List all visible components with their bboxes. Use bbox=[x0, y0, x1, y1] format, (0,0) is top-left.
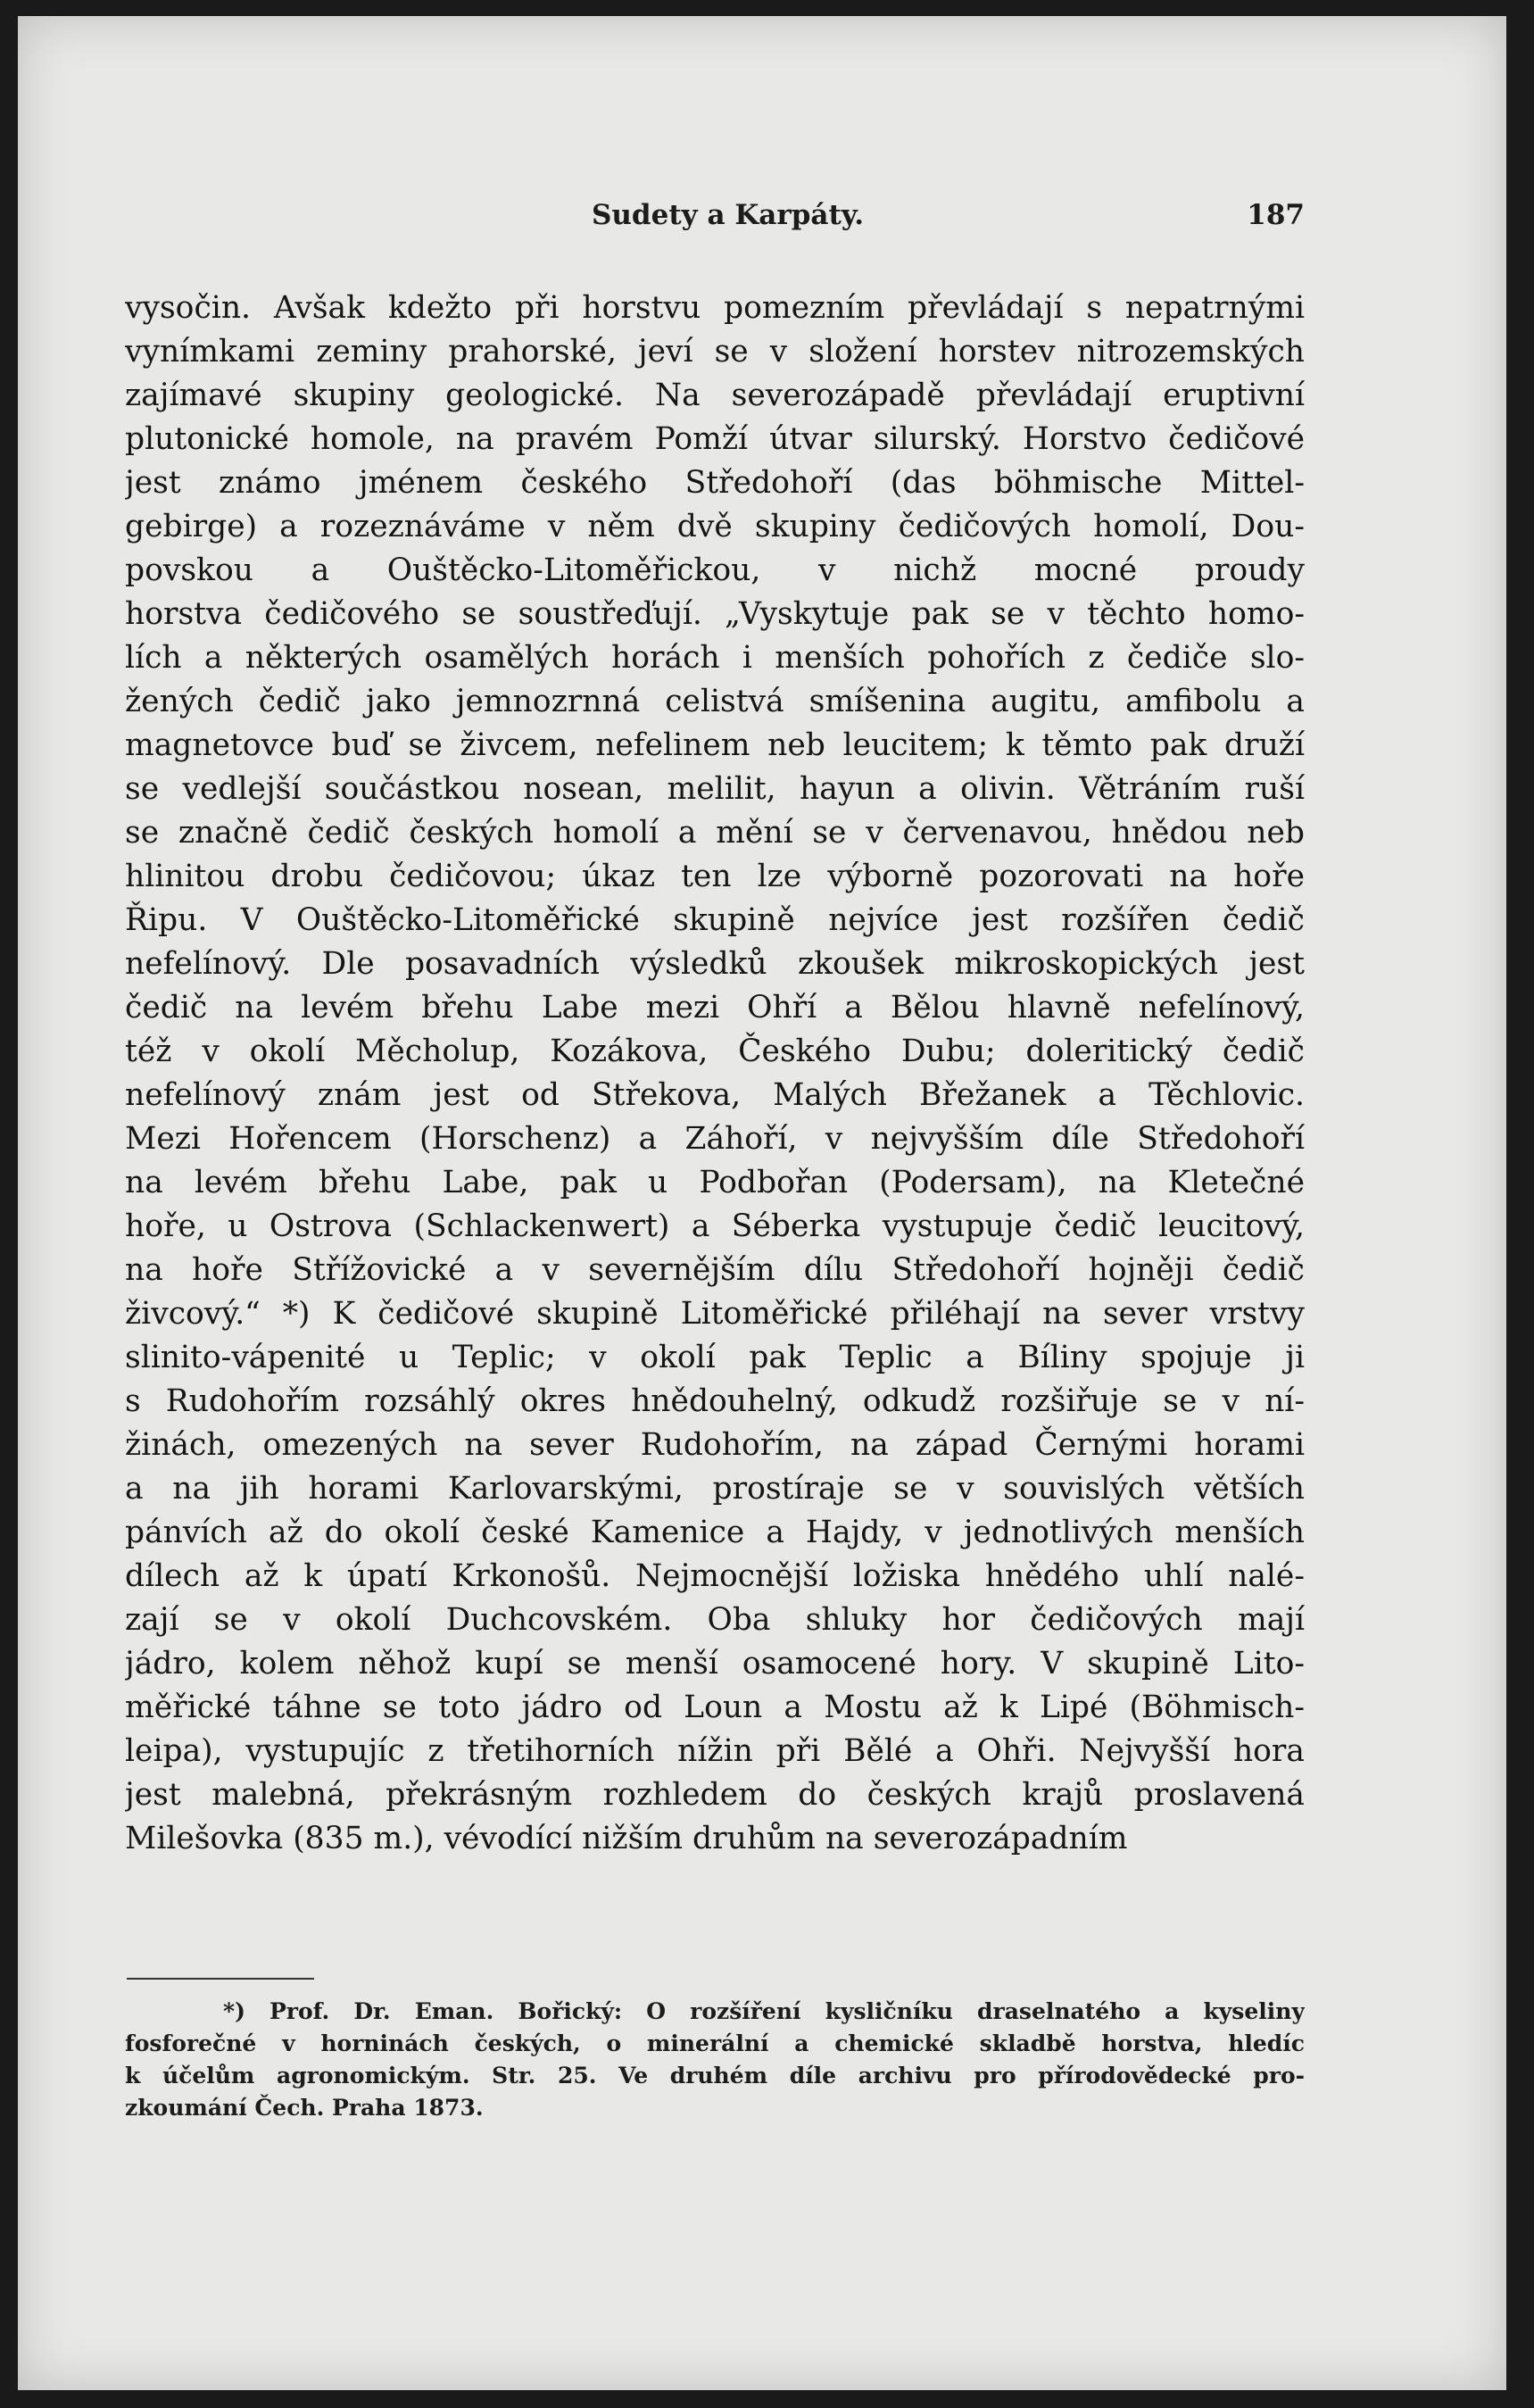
body-line: žených čedič jako jemnozrnná celistvá smíšenina augitu, amfibolu a bbox=[125, 684, 1305, 719]
body-line: Mezi Hořencem (Horschenz) a Záhoří, v nejvyšším díle Středohoří bbox=[125, 1121, 1305, 1157]
page-number: 187 bbox=[1247, 199, 1305, 231]
footnote-line: *) Prof. Dr. Eman. Bořický: O rozšíření kysličníku draselnatého a kyseliny bbox=[223, 1998, 1305, 2024]
body-line: jádro, kolem něhož kupí se menší osamocené hory. V skupině Lito- bbox=[125, 1646, 1305, 1681]
body-line: slinito-vápenité u Teplic; v okolí pak Teplic a Bíliny spojuje ji bbox=[125, 1340, 1305, 1375]
footnote bbox=[125, 1996, 1305, 2124]
body-line: zajímavé skupiny geologické. Na severozápadě převládají eruptivní bbox=[125, 378, 1305, 413]
footnote-line: k účelům agronomickým. Str. 25. Ve druhém díle archivu pro přírodovědecké pro- bbox=[125, 2063, 1305, 2088]
body-line: se značně čedič českých homolí a mění se v červenavou, hnědou neb bbox=[125, 815, 1305, 851]
running-title: Sudety a Karpáty. bbox=[592, 199, 865, 231]
body-line: pánvích až do okolí české Kamenice a Hajdy, v jednotlivých menších bbox=[125, 1515, 1305, 1550]
body-line: plutonické homole, na pravém Pomží útvar silurský. Horstvo čedičové bbox=[125, 421, 1305, 457]
body-line: živcový.“ *) K čedičové skupině Litoměřické přiléhají na sever vrstvy bbox=[125, 1296, 1305, 1332]
book-page bbox=[18, 16, 1506, 2390]
body-line: zají se v okolí Duchcovském. Oba shluky hor čedičových mají bbox=[125, 1602, 1305, 1638]
body-line: žinách, omezených na sever Rudohořím, na západ Černými horami bbox=[125, 1427, 1305, 1463]
body-line: vynímkami zeminy prahorské, jeví se v složení horstev nitrozemských bbox=[125, 334, 1305, 370]
body-line: na hoře Střížovické a v severnějším dílu Středohoří hojněji čedič bbox=[125, 1252, 1305, 1288]
body-line: s Rudohořím rozsáhlý okres hnědouhelný, odkudž rozšiřuje se v ní- bbox=[125, 1383, 1305, 1419]
body-line: na levém břehu Labe, pak u Podbořan (Podersam), na Kletečné bbox=[125, 1165, 1305, 1200]
body-line: a na jih horami Karlovarskými, prostíraje se v souvislých větších bbox=[125, 1471, 1305, 1507]
footnote-divider bbox=[127, 1978, 314, 1980]
body-line: horstva čedičového se soustřeďují. „Vyskytuje pak se v těchto homo- bbox=[125, 596, 1305, 632]
footnote-line: zkoumání Čech. Praha 1873. bbox=[125, 2095, 484, 2121]
body-line: Milešovka (835 m.), vévodící nižším druhům na severozápadním bbox=[125, 1821, 1128, 1856]
body-line: dílech až k úpatí Krkonošů. Nejmocnější ložiska hnědého uhlí nalé- bbox=[125, 1558, 1305, 1594]
body-line: se vedlejší součástkou nosean, melilit, hayun a olivin. Větráním ruší bbox=[125, 771, 1305, 807]
body-line: magnetovce buď se živcem, nefelinem neb leucitem; k těmto pak druží bbox=[125, 727, 1305, 763]
body-line: čedič na levém břehu Labe mezi Ohří a Bělou hlavně nefelínový, bbox=[125, 990, 1305, 1025]
footnote-line: fosforečné v horninách českých, o minerální a chemické skladbě horstva, hledíc bbox=[125, 2030, 1305, 2056]
body-line: povskou a Ouštěcko-Litoměřickou, v nichž mocné proudy bbox=[125, 552, 1305, 588]
body-line: hlinitou drobu čedičovou; úkaz ten lze výborně pozorovati na hoře bbox=[125, 859, 1305, 894]
body-line: jest známo jménem českého Středohoří (das böhmische Mittel- bbox=[125, 465, 1305, 501]
body-line: nefelínový. Dle posavadních výsledků zkoušek mikroskopických jest bbox=[125, 946, 1305, 982]
page-header bbox=[125, 199, 1305, 235]
body-text bbox=[125, 286, 1305, 1861]
body-line: též v okolí Měcholup, Kozákova, Českého Dubu; doleritický čedič bbox=[125, 1034, 1305, 1069]
body-line: hoře, u Ostrova (Schlackenwert) a Séberka vystupuje čedič leucitový, bbox=[125, 1208, 1305, 1244]
body-line: nefelínový znám jest od Střekova, Malých Břežanek a Těchlovic. bbox=[125, 1077, 1305, 1113]
body-line: jest malebná, překrásným rozhledem do českých krajů proslavená bbox=[125, 1777, 1305, 1813]
body-line: vysočin. Avšak kdežto při horstvu pomezním převládají s nepatrnými bbox=[125, 290, 1305, 326]
body-line: Řipu. V Ouštěcko-Litoměřické skupině nejvíce jest rozšířen čedič bbox=[125, 902, 1305, 938]
body-line: leipa), vystupujíc z třetihorních nížin při Bělé a Ohři. Nejvyšší hora bbox=[125, 1733, 1305, 1769]
body-line: gebirge) a rozeznáváme v něm dvě skupiny čedičových homolí, Dou- bbox=[125, 509, 1305, 544]
body-line: lích a některých osamělých horách i menších pohořích z čediče slo- bbox=[125, 640, 1305, 676]
body-line: měřické táhne se toto jádro od Loun a Mostu až k Lipé (Böhmisch- bbox=[125, 1690, 1305, 1725]
